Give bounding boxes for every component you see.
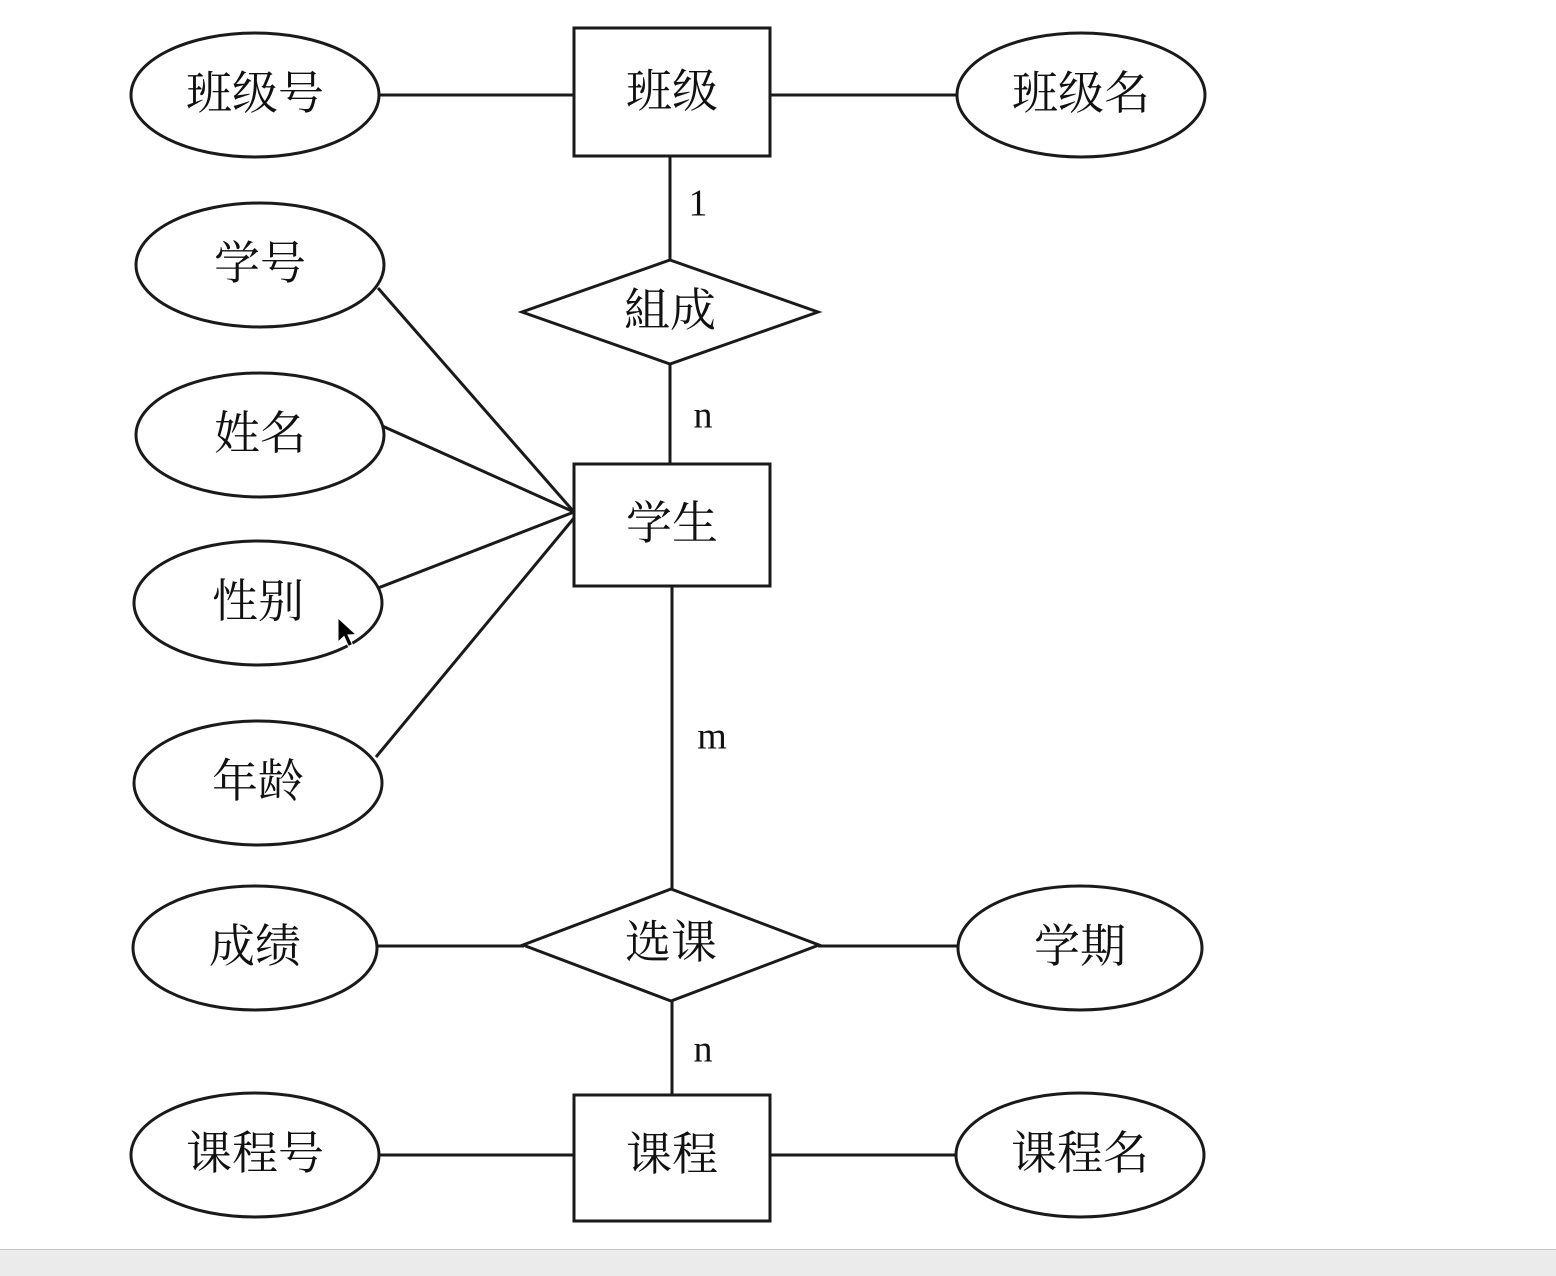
line-student-to-studentno	[378, 288, 574, 512]
relationship-enroll-label: 选课	[625, 916, 717, 969]
entity-class-label: 班级	[626, 65, 718, 118]
attribute-course-name[interactable]	[956, 1093, 1204, 1217]
relationship-compose-label: 組成	[624, 284, 716, 337]
line-student-to-age	[376, 518, 574, 757]
attribute-class-name-label: 班级名	[1012, 67, 1150, 120]
relationship-enroll[interactable]	[523, 889, 819, 1001]
attribute-gender-label: 性别	[212, 575, 304, 628]
attribute-student-no-label: 学号	[214, 237, 306, 290]
attribute-class-no[interactable]	[131, 33, 379, 157]
line-student-to-name	[380, 425, 574, 512]
attribute-age-label: 年龄	[212, 755, 304, 808]
entity-course-label: 课程	[626, 1128, 718, 1181]
entity-course[interactable]	[574, 1095, 770, 1221]
attribute-student-no[interactable]	[136, 203, 384, 327]
attribute-course-no[interactable]	[131, 1093, 379, 1217]
attribute-class-no-label: 班级号	[186, 67, 324, 120]
attribute-age[interactable]	[134, 721, 382, 845]
entity-class[interactable]	[574, 28, 770, 156]
cardinality-student-enroll: m	[697, 715, 727, 758]
cardinality-class-compose: 1	[688, 182, 708, 225]
attribute-score[interactable]	[133, 886, 377, 1010]
attribute-student-name[interactable]	[136, 373, 384, 497]
relationship-compose[interactable]	[522, 260, 818, 364]
entity-student-label: 学生	[626, 497, 718, 550]
attribute-term-label: 学期	[1034, 920, 1126, 973]
attribute-class-name[interactable]	[957, 33, 1205, 157]
attribute-course-name-label: 课程名	[1011, 1127, 1149, 1180]
line-student-to-gender	[378, 512, 574, 588]
attribute-student-name-label: 姓名	[214, 407, 306, 460]
cardinality-enroll-course: n	[693, 1028, 713, 1071]
attribute-term[interactable]	[958, 886, 1202, 1010]
cardinality-compose-student: n	[693, 394, 713, 437]
attribute-score-label: 成绩	[209, 920, 301, 973]
attribute-gender[interactable]	[134, 541, 382, 665]
entity-student[interactable]	[574, 464, 770, 586]
attribute-course-no-label: 课程号	[186, 1127, 324, 1180]
window-bottom-strip	[0, 1249, 1556, 1276]
